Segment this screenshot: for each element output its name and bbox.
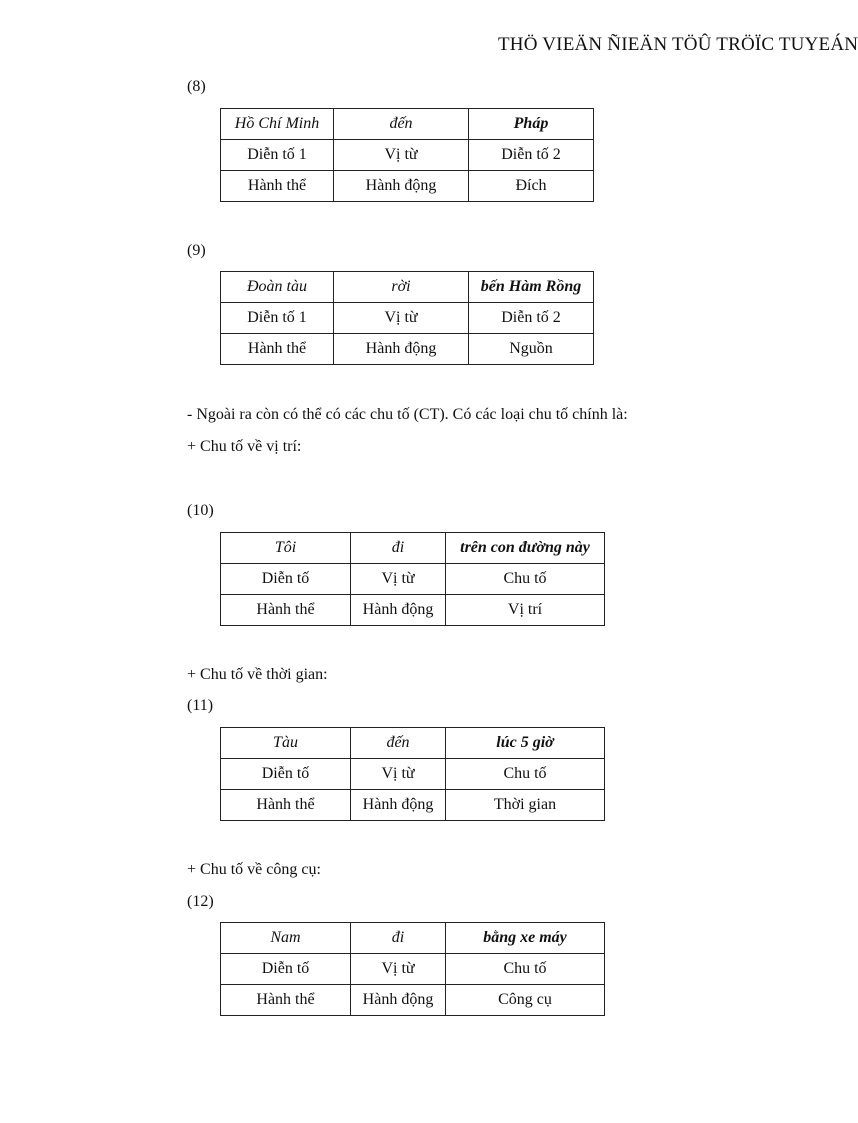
table-cell: Diễn tố 1 <box>221 140 334 171</box>
table-cell: Đích <box>469 171 594 202</box>
table-row <box>221 272 594 303</box>
table-cell: Hồ Chí Minh <box>221 109 334 140</box>
table-cell: Hành động <box>334 171 469 202</box>
table-cell: Vị từ <box>351 564 446 595</box>
table-cell: Công cụ <box>446 985 605 1016</box>
table-cell: Chu tố <box>446 954 605 985</box>
table-row <box>221 595 605 626</box>
example-table <box>220 727 605 821</box>
table-cell: Vị từ <box>351 759 446 790</box>
table-row <box>221 790 605 821</box>
table-cell: trên con đường này <box>446 533 605 564</box>
table-cell: Diễn tố 1 <box>221 303 334 334</box>
table-cell: Diễn tố <box>221 759 351 790</box>
table-cell: Hành thể <box>221 171 334 202</box>
table-cell: Vị từ <box>334 140 469 171</box>
example-table <box>220 271 594 365</box>
table-row <box>221 759 605 790</box>
example-table <box>220 922 605 1016</box>
intro-paragraph: - Ngoài ra còn có thể có các chu tố (CT). Có các loại chu tố chính là: <box>187 406 628 423</box>
example-table <box>220 532 605 626</box>
table-cell: đi <box>351 923 446 954</box>
table-cell: Đoàn tàu <box>221 272 334 303</box>
table-row <box>221 171 594 202</box>
example-label: (11) <box>187 697 214 714</box>
table-cell: Nam <box>221 923 351 954</box>
table-cell: đến <box>351 728 446 759</box>
example-label: (12) <box>187 893 214 910</box>
table-cell: Diễn tố <box>221 564 351 595</box>
table-cell: Diễn tố 2 <box>469 140 594 171</box>
tool-heading: + Chu tố về công cụ: <box>187 861 321 878</box>
table-cell: Hành thể <box>221 334 334 365</box>
table-cell: Chu tố <box>446 759 605 790</box>
table-cell: Pháp <box>469 109 594 140</box>
table-cell: Vị từ <box>334 303 469 334</box>
table-cell: bằng xe máy <box>446 923 605 954</box>
example-label: (9) <box>187 242 206 259</box>
table-cell: Diễn tố 2 <box>469 303 594 334</box>
table-cell: Vị trí <box>446 595 605 626</box>
position-heading: + Chu tố về vị trí: <box>187 438 302 455</box>
table-cell: Hành thể <box>221 790 351 821</box>
table-cell: đến <box>334 109 469 140</box>
table-cell: bến Hàm Rồng <box>469 272 594 303</box>
table-row <box>221 985 605 1016</box>
table-row <box>221 140 594 171</box>
example-label: (10) <box>187 502 214 519</box>
table-row <box>221 533 605 564</box>
table-cell: Hành động <box>351 985 446 1016</box>
table-row <box>221 923 605 954</box>
table-cell: Vị từ <box>351 954 446 985</box>
table-row <box>221 564 605 595</box>
table-cell: Tàu <box>221 728 351 759</box>
page-header: THÖ VIEÄN ÑIEÄN TÖÛ TRÖÏC TUYEÁN <box>498 34 858 55</box>
table-row <box>221 109 594 140</box>
table-cell: đi <box>351 533 446 564</box>
table-cell: Hành động <box>351 790 446 821</box>
table-cell: Hành động <box>351 595 446 626</box>
table-row <box>221 954 605 985</box>
table-row <box>221 728 605 759</box>
table-cell: rời <box>334 272 469 303</box>
table-cell: Diễn tố <box>221 954 351 985</box>
table-cell: Tôi <box>221 533 351 564</box>
table-cell: Chu tố <box>446 564 605 595</box>
table-row <box>221 334 594 365</box>
example-table <box>220 108 594 202</box>
table-cell: lúc 5 giờ <box>446 728 605 759</box>
table-cell: Hành thể <box>221 595 351 626</box>
table-cell: Nguồn <box>469 334 594 365</box>
table-cell: Thời gian <box>446 790 605 821</box>
table-row <box>221 303 594 334</box>
table-cell: Hành động <box>334 334 469 365</box>
table-cell: Hành thể <box>221 985 351 1016</box>
time-heading: + Chu tố về thời gian: <box>187 666 328 683</box>
example-label: (8) <box>187 78 206 95</box>
